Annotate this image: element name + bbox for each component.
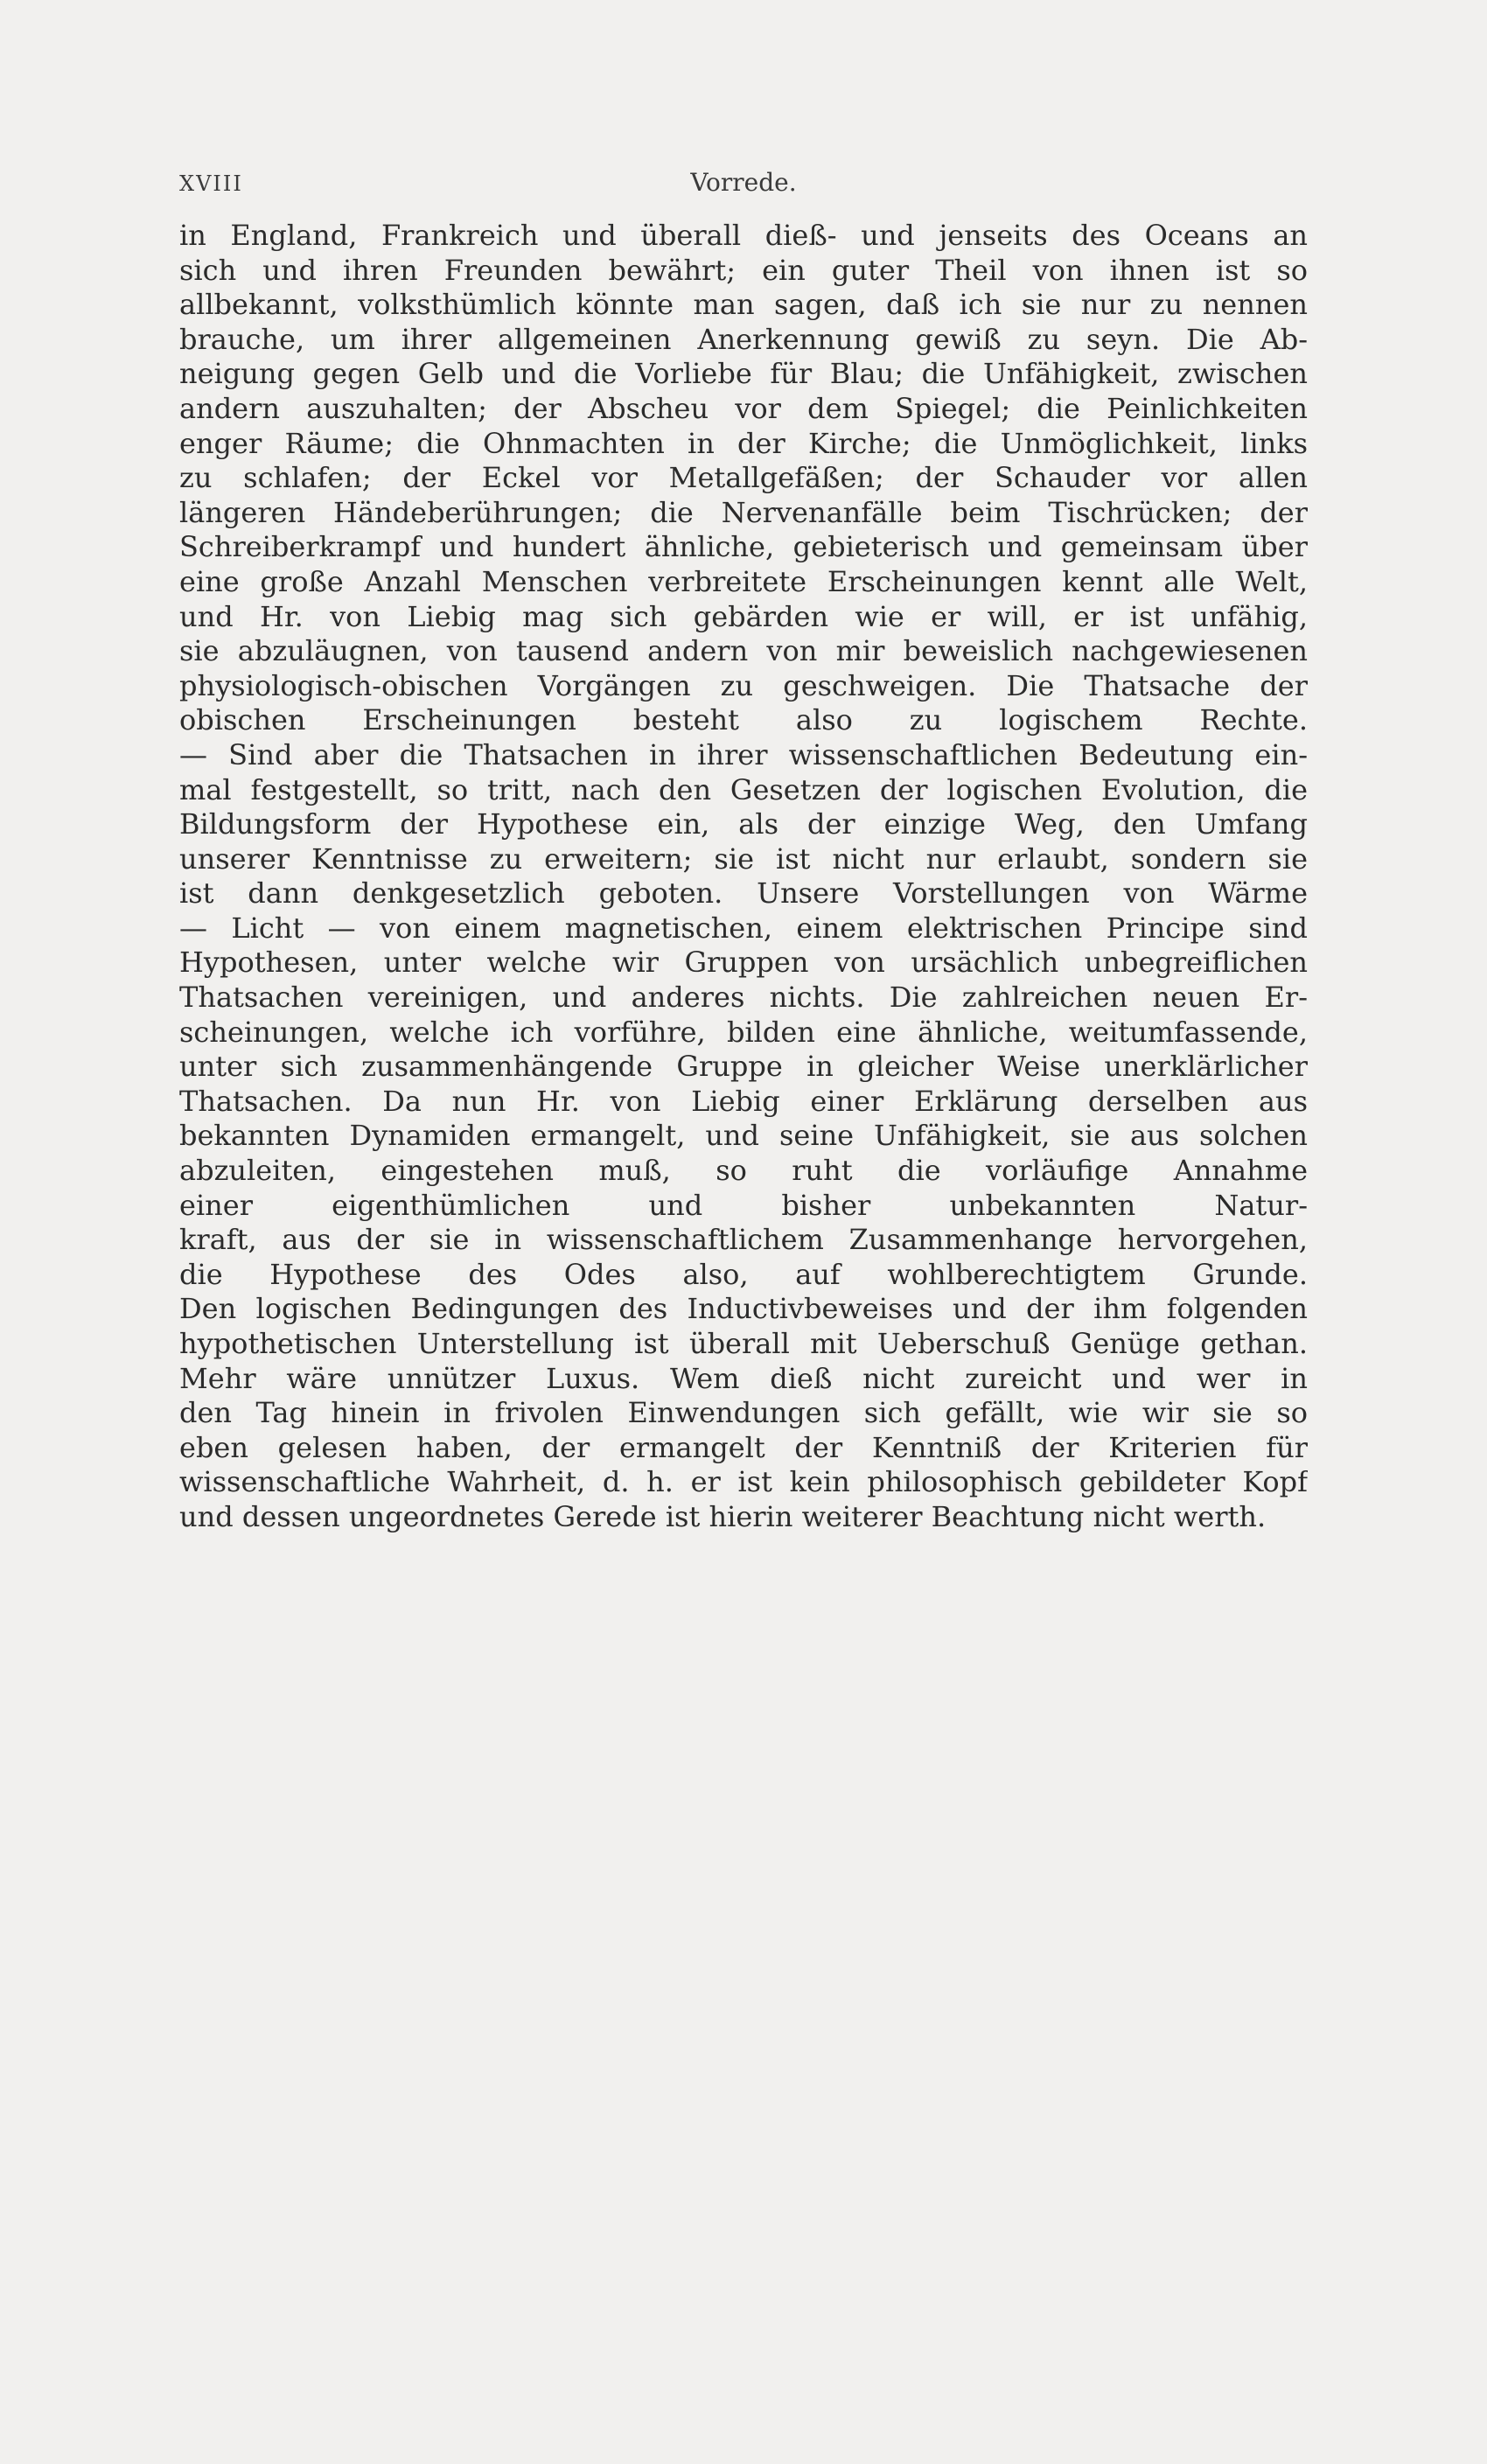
text-line: sie abzuläugnen, von tausend andern von mir beweislich nachgewiesenen — [179, 634, 1308, 668]
text-line: in England, Frankreich und überall dieß- und jenseits des Oceans an — [179, 219, 1308, 252]
text-line: sich und ihren Freunden bewährt; ein guter Theil von ihnen ist so — [179, 253, 1308, 287]
text-line: Mehr wäre unnützer Luxus. Wem dieß nicht zureicht und wer in — [179, 1361, 1308, 1395]
running-title: Vorrede. — [690, 168, 797, 197]
text-line: hypothetischen Unterstellung ist überall mit Ueberschuß Genüge gethan. — [179, 1327, 1308, 1360]
text-line: ist dann denkgesetzlich geboten. Unsere Vorstellungen von Wärme — [179, 876, 1308, 911]
text-line: mal festgestellt, so tritt, nach den Gesetzen der logischen Evolution, die — [179, 772, 1308, 806]
text-line: Hypothesen, unter welche wir Gruppen von ursächlich unbegreiflichen — [179, 946, 1308, 980]
text-line: längeren Händeberührungen; die Nervenanfälle beim Tischrücken; der — [179, 495, 1308, 529]
text-line: bekannten Dynamiden ermangelt, und seine Unfähigkeit, sie aus solchen — [179, 1119, 1308, 1153]
text-line: andern auszuhalten; der Abscheu vor dem Spiegel; die Peinlichkeiten — [179, 391, 1308, 425]
body-text — [179, 219, 1308, 1535]
text-line: eben gelesen haben, der ermangelt der Kenntniß der Kriterien für — [179, 1430, 1308, 1464]
page-number: XVIII — [179, 171, 243, 196]
text-line: — Licht — von einem magnetischen, einem elektrischen Principe sind — [179, 911, 1308, 945]
text-line: Thatsachen. Da nun Hr. von Liebig einer Erklärung derselben aus — [179, 1084, 1308, 1118]
text-line: den Tag hinein in frivolen Einwendungen sich gefällt, wie wir sie so — [179, 1396, 1308, 1430]
text-line: Bildungsform der Hypothese ein, als der einzige Weg, den Umfang — [179, 807, 1308, 841]
text-line: zu schlafen; der Eckel vor Metallgefäßen; der Schauder vor allen — [179, 461, 1308, 495]
text-line: unter sich zusammenhängende Gruppe in gleicher Weise unerklärlicher — [179, 1050, 1308, 1084]
page-header — [179, 168, 1308, 206]
text-line: Thatsachen vereinigen, und anderes nichts. Die zahlreichen neuen Er- — [179, 981, 1308, 1015]
text-line: physiologisch-obischen Vorgängen zu geschweigen. Die Thatsache der — [179, 668, 1308, 702]
text-line: brauche, um ihrer allgemeinen Anerkennung gewiß zu seyn. Die Ab- — [179, 322, 1308, 356]
text-line: scheinungen, welche ich vorführe, bilden eine ähnliche, weitumfassende, — [179, 1015, 1308, 1049]
text-line: abzuleiten, eingestehen muß, so ruht die vorläufige Annahme — [179, 1154, 1308, 1188]
text-line: Schreiberkrampf und hundert ähnliche, gebieterisch und gemeinsam über — [179, 530, 1308, 564]
text-line: und dessen ungeordnetes Gerede ist hierin weiterer Beachtung nicht werth. — [179, 1499, 1267, 1533]
text-line: und Hr. von Liebig mag sich gebärden wie er will, er ist unfähig, — [179, 599, 1308, 633]
text-line: einer eigenthümlichen und bisher unbekannten Natur- — [179, 1188, 1308, 1222]
text-line: obischen Erscheinungen besteht also zu logischem Rechte. — [179, 703, 1308, 737]
text-line: Den logischen Bedingungen des Inductivbeweises und der ihm folgenden — [179, 1292, 1308, 1326]
text-line: allbekannt, volksthümlich könnte man sagen, daß ich sie nur zu nennen — [179, 288, 1308, 322]
text-line: enger Räume; die Ohnmachten in der Kirche; die Unmöglichkeit, links — [179, 426, 1308, 460]
text-line: eine große Anzahl Menschen verbreitete Erscheinungen kennt alle Welt, — [179, 564, 1308, 598]
text-line: — Sind aber die Thatsachen in ihrer wissenschaftlichen Bedeutung ein- — [179, 737, 1308, 771]
text-line: wissenschaftliche Wahrheit, d. h. er ist kein philosophisch gebildeter Kopf — [179, 1465, 1308, 1499]
text-line: kraft, aus der sie in wissenschaftlichem Zusammenhange hervorgehen, — [179, 1223, 1308, 1257]
text-line: neigung gegen Gelb und die Vorliebe für Blau; die Unfähigkeit, zwischen — [179, 357, 1308, 391]
text-line: unserer Kenntnisse zu erweitern; sie ist nicht nur erlaubt, sondern sie — [179, 841, 1308, 876]
text-line: die Hypothese des Odes also, auf wohlberechtigtem Grunde. — [179, 1257, 1308, 1291]
